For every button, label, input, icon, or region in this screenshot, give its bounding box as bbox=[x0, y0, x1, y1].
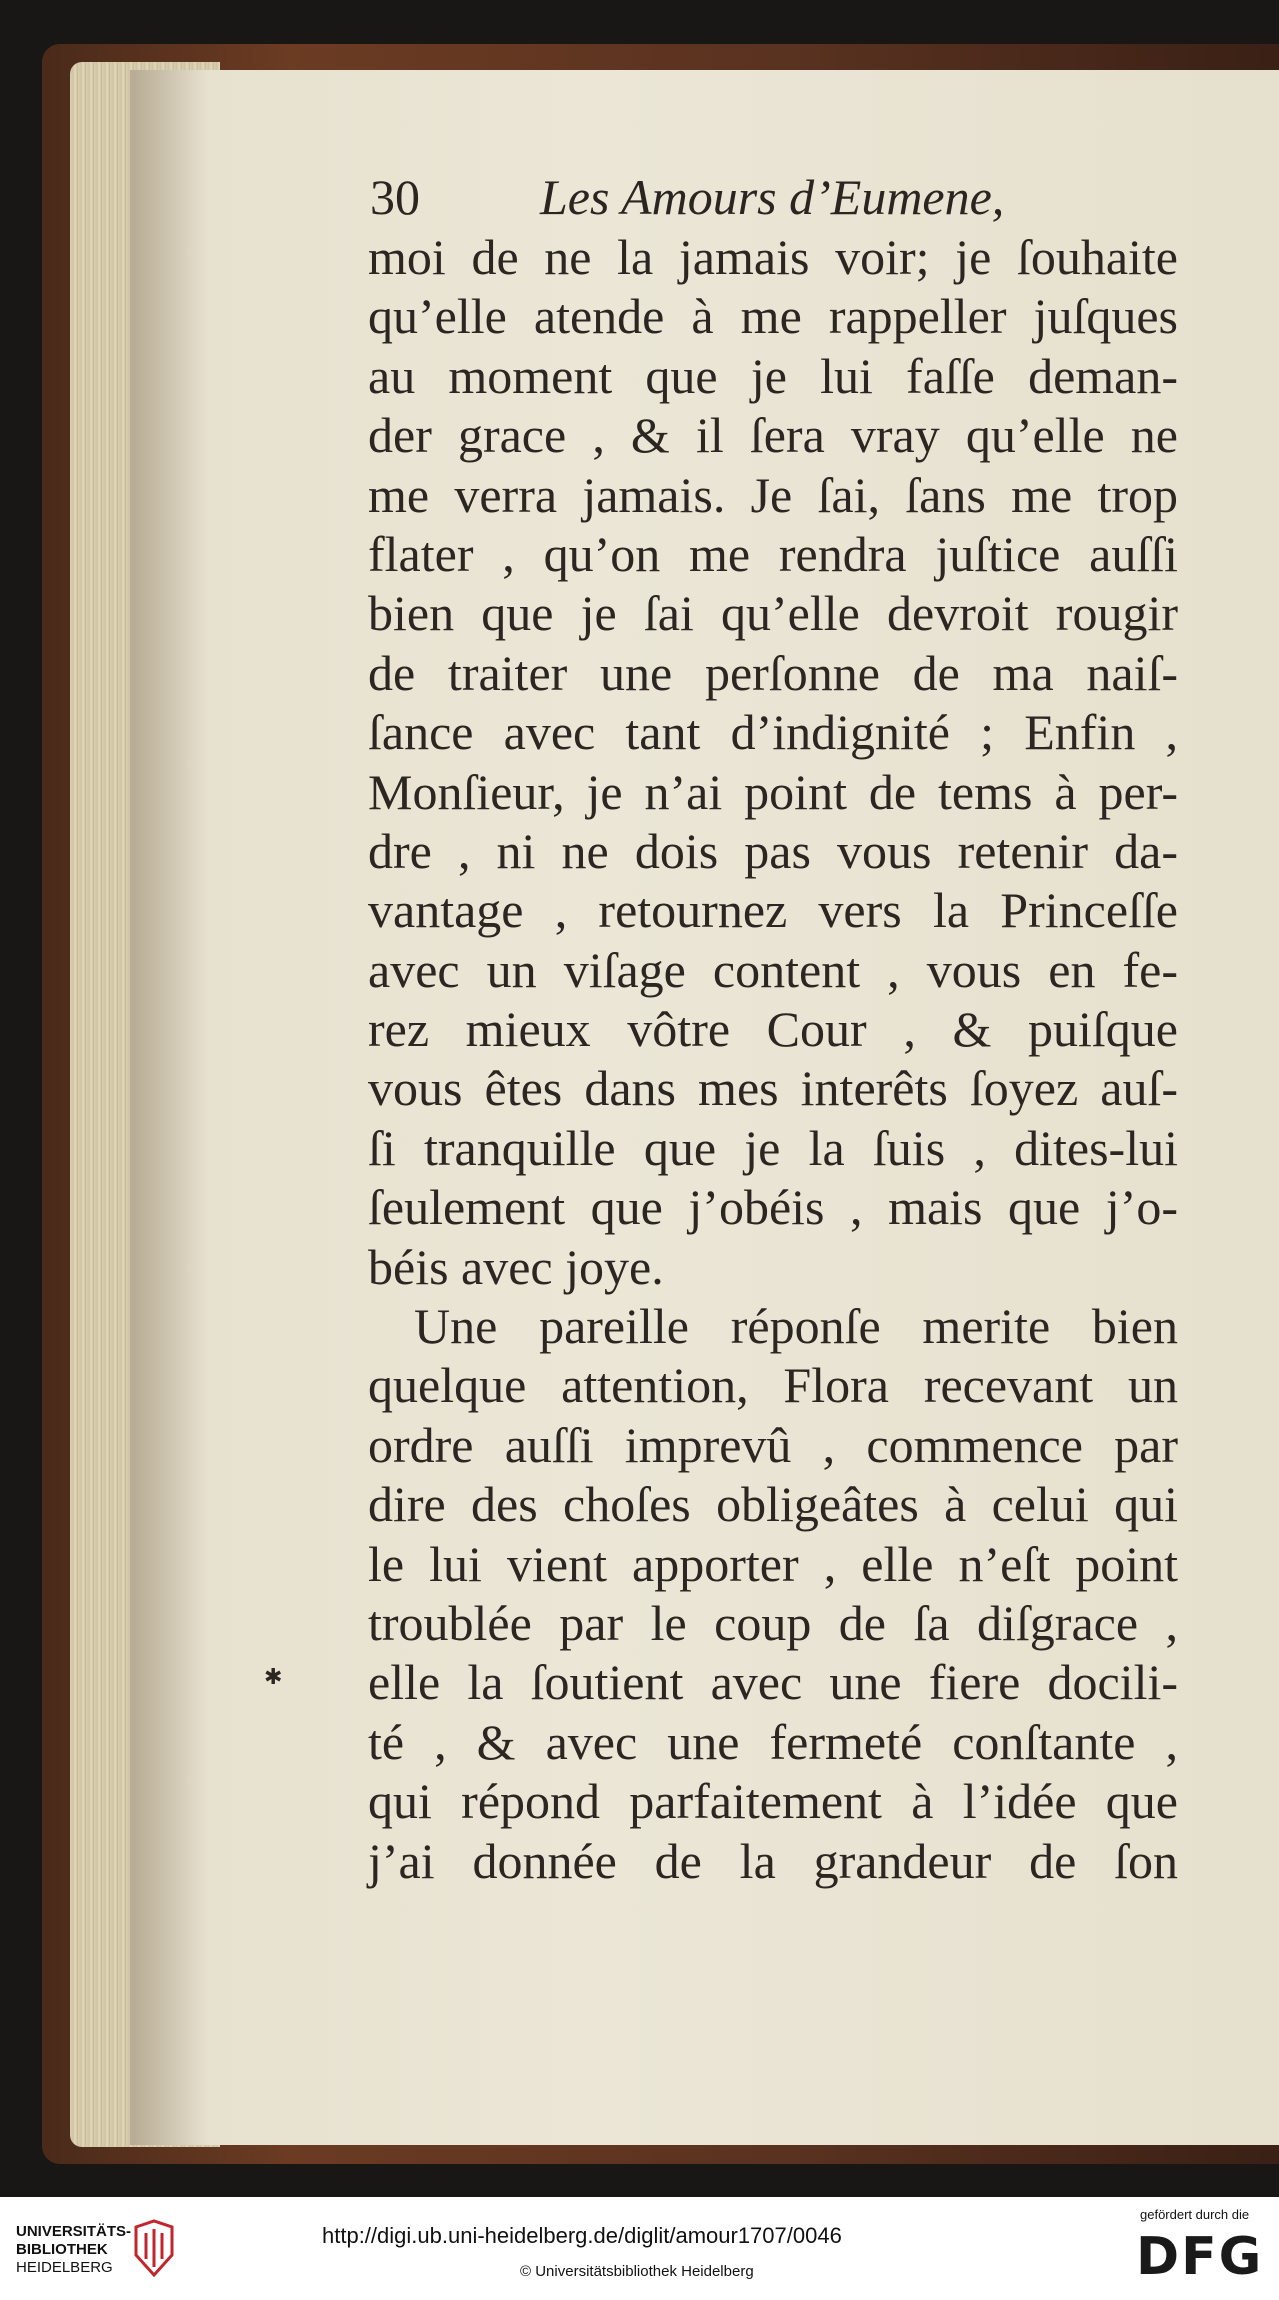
permalink-url[interactable]: http://digi.ub.uni-heidelberg.de/diglit/amour1707/0046 bbox=[322, 2223, 842, 2248]
copyright-notice: © Universitätsbibliothek Heidelberg bbox=[520, 2263, 754, 2280]
text-line: le lui vient apporter , elle n’eſt point bbox=[368, 1535, 1178, 1592]
text-line: avec un viſage content , vous en fe- bbox=[368, 941, 1178, 998]
text-line: vous êtes dans mes interêts ſoyez auſ- bbox=[368, 1060, 1178, 1117]
text-line: béis avec joye. bbox=[368, 1238, 664, 1295]
running-head bbox=[370, 168, 1170, 228]
text-line: Une pareille réponſe merite bien bbox=[414, 1298, 1178, 1355]
text-line: quelque attention, Flora recevant un bbox=[368, 1357, 1178, 1414]
text-line: bien que je ſai qu’elle devroit rougir bbox=[368, 585, 1178, 642]
funding-label: gefördert durch die bbox=[1140, 2207, 1250, 2222]
text-line: ſance avec tant d’indignité ; Enfin , bbox=[368, 704, 1178, 761]
text-line: me verra jamais. Je ſai, ſans me trop bbox=[368, 466, 1178, 523]
text-line: ordre auſſi imprevû , commence par bbox=[368, 1416, 1178, 1473]
gutter-shadow bbox=[130, 70, 210, 2145]
dfg-logo: DFG bbox=[1136, 2227, 1264, 2287]
text-line: vantage , retournez vers la Princeſſe bbox=[368, 882, 1178, 939]
text-line: elle la ſoutient avec une fiere docili- bbox=[368, 1654, 1178, 1711]
text-line: ſeulement que j’obéis , mais que j’o- bbox=[368, 1179, 1178, 1236]
text-line: qu’elle atende à me rappeller juſques bbox=[368, 288, 1178, 345]
footer-banner bbox=[0, 2197, 1279, 2300]
text-line: j’ai donnée de la grandeur de ſon bbox=[368, 1832, 1178, 1889]
text-line: Monſieur, je n’ai point de tems à per- bbox=[368, 763, 1178, 820]
text-line: au moment que je lui faſſe deman- bbox=[368, 347, 1178, 404]
text-line: troublée par le coup de ſa diſgrace , bbox=[368, 1594, 1178, 1651]
margin-mark: ✱ bbox=[264, 1665, 283, 1690]
text-line: ſi tranquille que je la ſuis , dites-lui bbox=[368, 1119, 1178, 1176]
text-line: dre , ni ne dois pas vous retenir da- bbox=[368, 822, 1178, 879]
running-title: Les Amours d’Eumene, bbox=[540, 169, 1005, 225]
library-logo-text bbox=[16, 2223, 146, 2277]
text-line: rez mieux vôtre Cour , & puiſque bbox=[368, 1001, 1178, 1058]
text-line: qui répond parfaitement à l’idée que bbox=[368, 1773, 1178, 1830]
body-text bbox=[368, 228, 1178, 1891]
text-line: dire des choſes obligeâtes à celui qui bbox=[368, 1476, 1178, 1533]
text-line: der grace , & il ſera vray qu’elle ne bbox=[368, 407, 1178, 464]
logo-line: HEIDELBERG bbox=[16, 2259, 113, 2276]
text-line: flater , qu’on me rendra juſtice auſſi bbox=[368, 525, 1178, 582]
text-line: moi de ne la jamais voir; je ſouhaite bbox=[368, 229, 1178, 285]
text-line: de traiter une perſonne de ma naiſ- bbox=[368, 644, 1178, 701]
library-logo-icon bbox=[132, 2219, 176, 2279]
text-line: té , & avec une fermeté conſtante , bbox=[368, 1713, 1178, 1770]
logo-line: BIBLIOTHEK bbox=[16, 2241, 108, 2258]
page-number: 30 bbox=[370, 169, 420, 225]
logo-line: UNIVERSITÄTS- bbox=[16, 2223, 132, 2240]
